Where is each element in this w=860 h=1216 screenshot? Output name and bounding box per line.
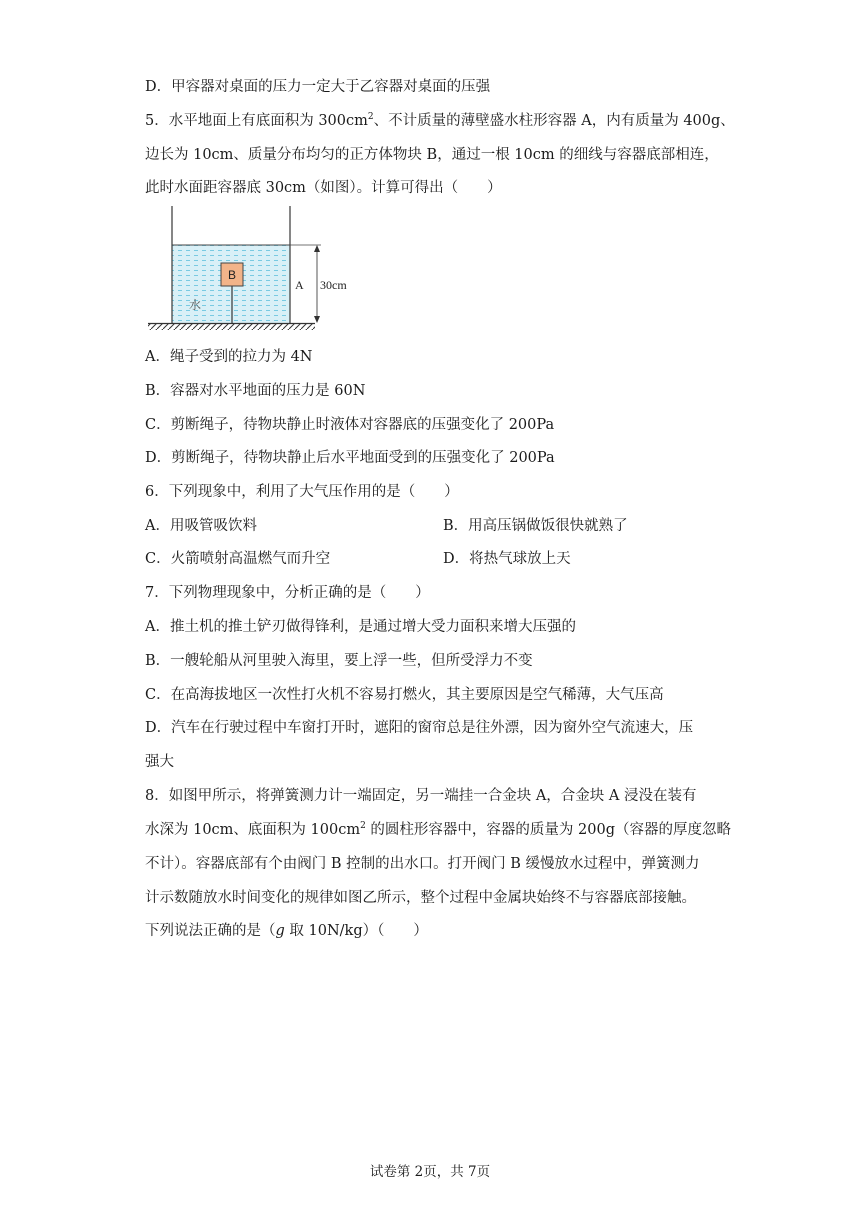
q5-stem-text: 、不计质量的薄壁盛水柱形容器 A，内有质量为 400g、 xyxy=(373,113,735,129)
q6-stem: 6．下列现象中，利用了大气压作用的是（ ） xyxy=(145,484,459,500)
q8-stem-text: 的圆柱形容器中，容器的质量为 200g（容器的厚度忽略 xyxy=(365,822,732,838)
arrow-down-icon xyxy=(314,316,320,323)
container-diagram xyxy=(145,203,365,335)
q5-stem-text: 5．水平地面上有底面积为 300cm xyxy=(145,113,368,129)
q8-stem-text: 取 10N/kg）（ ） xyxy=(284,923,428,939)
q7-option-d-line2: 强大 xyxy=(145,754,174,770)
q8-stem-line1: 8．如图甲所示，将弹簧测力计一端固定，另一端挂一合金块 A，合金块 A 浸没在装有 xyxy=(145,788,697,804)
q5-stem-line2: 边长为 10cm、质量分布均匀的正方体物块 B，通过一根 10cm 的细线与容器底部相连， xyxy=(145,147,719,163)
q8-stem-text: 水深为 10cm、底面积为 100cm xyxy=(145,822,361,838)
superscript: 2 xyxy=(360,821,366,832)
q5-stem-line3: 此时水面距容器底 30cm（如图）。计算可得出（ ） xyxy=(145,180,502,196)
height-label: 30cm xyxy=(320,278,347,292)
q5-figure xyxy=(145,203,365,335)
q7-option-d-line1: D．汽车在行驶过程中车窗打开时，遮阳的窗帘总是往外漂，因为窗外空气流速大，压 xyxy=(145,720,694,736)
variable-g: g xyxy=(275,923,285,939)
q6-option-d: D．将热气球放上天 xyxy=(443,551,571,567)
q5-option-d: D．剪断绳子，待物块静止后水平地面受到的压强变化了 200Pa xyxy=(145,450,555,466)
q8-stem-line4: 计示数随放水时间变化的规律如图乙所示，整个过程中金属块始终不与容器底部接触。 xyxy=(145,890,696,906)
q8-stem-line2 xyxy=(145,818,731,839)
page-footer: 试卷第 2页，共 7页 xyxy=(369,1164,491,1180)
q5-option-b: B．容器对水平地面的压力是 60N xyxy=(145,383,366,399)
q5-stem-line1 xyxy=(145,109,735,130)
q7-option-b: B．一艘轮船从河里驶入海里，要上浮一些，但所受浮力不变 xyxy=(145,653,533,669)
q8-stem-text: 下列说法正确的是（ xyxy=(145,923,276,939)
q5-option-a: A．绳子受到的拉力为 4N xyxy=(145,349,313,365)
q4-option-d: D．甲容器对桌面的压力一定大于乙容器对桌面的压强 xyxy=(145,79,491,95)
arrow-up-icon xyxy=(314,245,320,252)
q5-option-c: C．剪断绳子，待物块静止时液体对容器底的压强变化了 200Pa xyxy=(145,417,555,433)
superscript: 2 xyxy=(367,112,374,123)
water-label: 水 xyxy=(189,298,202,312)
ground-hatch xyxy=(148,324,315,330)
q6-option-b: B．用高压锅做饭很快就熟了 xyxy=(443,518,628,534)
q6-option-a: A．用吸管吸饮料 xyxy=(145,518,257,534)
q6-option-c: C．火箭喷射高温燃气而升空 xyxy=(145,551,331,567)
q7-option-a: A．推土机的推土铲刃做得锋利，是通过增大受力面积来增大压强的 xyxy=(145,619,576,635)
q7-stem: 7．下列物理现象中，分析正确的是（ ） xyxy=(145,585,430,601)
q8-stem-line3: 不计）。容器底部有个由阀门 B 控制的出水口。打开阀门 B 缓慢放水过程中，弹簧测力 xyxy=(145,856,700,872)
block-b-label: B xyxy=(227,268,237,282)
q7-option-c: C．在高海拔地区一次性打火机不容易打燃火，其主要原因是空气稀薄，大气压高 xyxy=(145,687,664,703)
container-a-label: A xyxy=(295,278,304,292)
q8-stem-line5 xyxy=(145,919,428,940)
